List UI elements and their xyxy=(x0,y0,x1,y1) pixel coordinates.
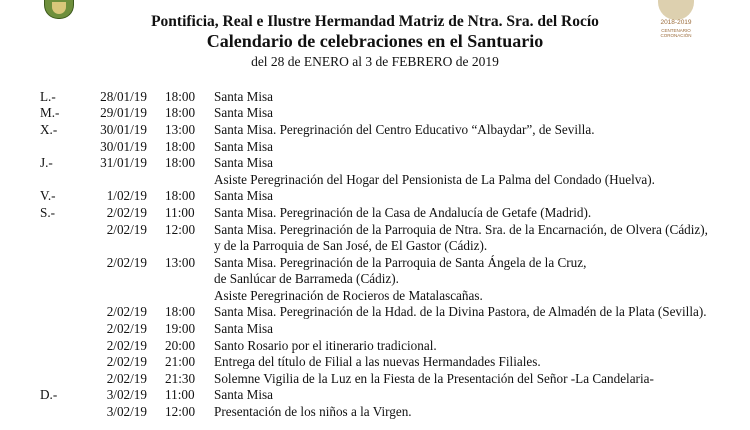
schedule-row xyxy=(0,303,750,320)
row-date: 2/02/19 xyxy=(106,304,147,319)
row-description: Santa Misa xyxy=(214,139,273,154)
row-description: y de la Parroquia de San José, de El Gastor (Cádiz). xyxy=(214,238,488,253)
schedule-row xyxy=(0,370,750,387)
row-day: X.- xyxy=(40,122,58,137)
schedule-row xyxy=(0,403,750,420)
schedule-row xyxy=(0,237,750,254)
row-day: J.- xyxy=(40,155,53,170)
schedule-row xyxy=(0,386,750,403)
row-description: Entrega del título de Filial a las nuevas Hermandades Filiales. xyxy=(214,354,541,369)
row-description: de Sanlúcar de Barrameda (Cádiz). xyxy=(214,271,399,286)
row-date: 3/02/19 xyxy=(106,387,147,402)
row-time: 12:00 xyxy=(165,222,196,237)
row-description: Santa Misa. Peregrinación de la Casa de Andalucía de Getafe (Madrid). xyxy=(214,205,592,220)
row-description: Asiste Peregrinación de Rocieros de Matalascañas. xyxy=(214,288,483,303)
schedule-row xyxy=(0,121,750,138)
row-date: 2/02/19 xyxy=(106,354,147,369)
row-date: 28/01/19 xyxy=(100,89,147,104)
row-description: Asiste Peregrinación del Hogar del Pensionista de La Palma del Condado (Huelva). xyxy=(214,172,655,187)
row-day: L.- xyxy=(40,89,56,104)
schedule-row xyxy=(0,171,750,188)
emblem-text: CENTENARIO CORONACIÓN xyxy=(660,28,692,38)
row-description: Santa Misa xyxy=(214,105,273,120)
row-day: V.- xyxy=(40,188,56,203)
row-time: 21:00 xyxy=(165,354,196,369)
row-date: 2/02/19 xyxy=(106,338,147,353)
schedule-row xyxy=(0,154,750,171)
row-day: S.- xyxy=(40,205,56,220)
row-time: 18:00 xyxy=(165,139,196,154)
calendar-title: Calendario de celebraciones en el Santuario xyxy=(206,31,544,51)
schedule-row xyxy=(0,337,750,354)
schedule-row xyxy=(0,353,750,370)
schedule-row xyxy=(0,270,750,287)
row-date: 2/02/19 xyxy=(106,255,147,270)
schedule-row xyxy=(0,254,750,271)
row-description: Santa Misa. Peregrinación de la Parroquia de Santa Ángela de la Cruz, xyxy=(214,255,587,270)
row-date: 3/02/19 xyxy=(106,404,147,419)
schedule-row xyxy=(0,138,750,155)
row-description: Santo Rosario por el itinerario tradicional. xyxy=(214,338,437,353)
row-date: 1/02/19 xyxy=(106,188,147,203)
row-description: Santa Misa. Peregrinación de la Hdad. de la Divina Pastora, de Almadén de la Plata (Sevilla). xyxy=(214,304,707,319)
row-time: 18:00 xyxy=(165,155,196,170)
row-description: Santa Misa. Peregrinación de la Parroquia de Ntra. Sra. de la Encarnación, de Olvera (Cádiz), xyxy=(214,222,708,237)
row-description: Santa Misa xyxy=(214,387,273,402)
row-description: Presentación de los niños a la Virgen. xyxy=(214,404,412,419)
emblem-years: 2018-2019 xyxy=(660,19,692,26)
schedule-row xyxy=(0,221,750,238)
row-description: Solemne Vigilia de la Luz en la Fiesta de la Presentación del Señor -La Candelaria- xyxy=(214,371,654,386)
row-time: 20:00 xyxy=(165,338,196,353)
row-day: M.- xyxy=(40,105,60,120)
schedule-row xyxy=(0,204,750,221)
schedule-row xyxy=(0,88,750,105)
row-date: 2/02/19 xyxy=(106,222,147,237)
row-time: 12:00 xyxy=(165,404,196,419)
row-time: 13:00 xyxy=(165,122,196,137)
row-description: Santa Misa xyxy=(214,89,273,104)
row-time: 11:00 xyxy=(165,205,195,220)
row-time: 13:00 xyxy=(165,255,196,270)
row-description: Santa Misa xyxy=(214,155,273,170)
row-time: 18:00 xyxy=(165,304,196,319)
row-date: 29/01/19 xyxy=(100,105,147,120)
row-date: 30/01/19 xyxy=(100,122,147,137)
row-description: Santa Misa. Peregrinación del Centro Educativo “Albaydar”, de Sevilla. xyxy=(214,122,595,137)
row-time: 18:00 xyxy=(165,188,196,203)
row-date: 2/02/19 xyxy=(106,205,147,220)
schedule-row xyxy=(0,104,750,121)
row-day: D.- xyxy=(40,387,58,402)
row-time: 19:00 xyxy=(165,321,196,336)
hermandad-title: Pontificia, Real e Ilustre Hermandad Matriz de Ntra. Sra. del Rocío xyxy=(151,13,599,30)
date-range: del 28 de ENERO al 3 de FEBRERO de 2019 xyxy=(251,54,499,69)
row-description: Santa Misa xyxy=(214,188,273,203)
row-date: 30/01/19 xyxy=(100,139,147,154)
schedule-row xyxy=(0,320,750,337)
row-date: 2/02/19 xyxy=(106,321,147,336)
row-date: 31/01/19 xyxy=(100,155,147,170)
row-date: 2/02/19 xyxy=(106,371,147,386)
row-description: Santa Misa xyxy=(214,321,273,336)
row-time: 21:30 xyxy=(165,371,196,386)
schedule-row xyxy=(0,187,750,204)
row-time: 18:00 xyxy=(165,89,196,104)
row-time: 18:00 xyxy=(165,105,196,120)
schedule-row xyxy=(0,287,750,304)
row-time: 11:00 xyxy=(165,387,195,402)
